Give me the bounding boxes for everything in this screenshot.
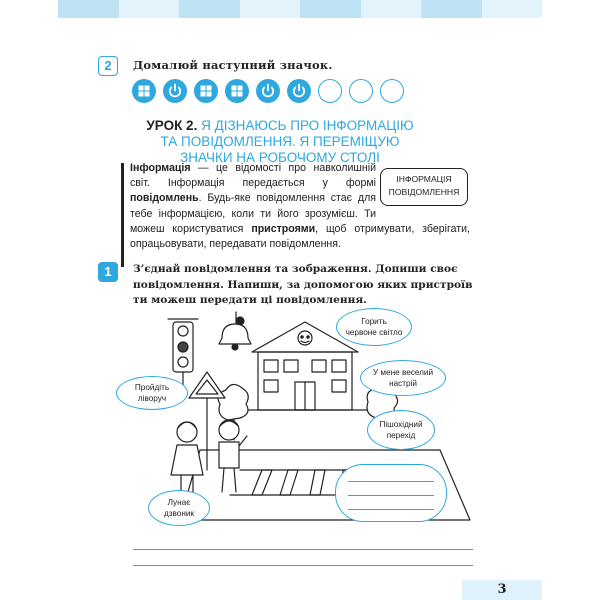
bubble-crossing-line-2: перехід bbox=[386, 431, 416, 440]
definition-part-1: — це відомості про навколишній світ. Інформація передається у формі bbox=[130, 162, 376, 190]
bubble-bell-line-1: Лунає bbox=[167, 498, 191, 507]
bubble-red-light[interactable] bbox=[336, 308, 412, 346]
children bbox=[171, 420, 247, 492]
school-bell bbox=[219, 312, 251, 350]
bubble-happy-line-1: У мене веселий bbox=[372, 368, 434, 377]
answer-line-1 bbox=[348, 481, 434, 482]
answer-line-2 bbox=[348, 495, 434, 496]
term-information: Інформація bbox=[130, 162, 191, 174]
definition-part-3: , щоб отримувати, зберігати, опрацьовувати, передавати повідомлення. bbox=[130, 222, 470, 251]
bubble-turn-left-line-1: Пройдіть bbox=[134, 383, 170, 392]
bubble-red-light-line-2: червоне світло bbox=[345, 328, 403, 337]
title-line-1: Я ДІЗНАЮСЬ ПРО ІНФОРМАЦІЮ bbox=[201, 118, 414, 133]
title-line-3: ЗНАЧКИ НА РОБОЧОМУ СТОЛІ bbox=[180, 150, 380, 165]
task-1-number: 1 bbox=[98, 262, 118, 282]
bubble-happy-line-2: настрій bbox=[389, 379, 417, 388]
page-number: 3 bbox=[462, 580, 542, 600]
bubble-happy-mood[interactable] bbox=[360, 360, 446, 396]
writing-line-1[interactable] bbox=[133, 549, 473, 550]
task-1-instruction: З’єднай повідомлення та зображення. Допиши своє повідомлення. Напиши, за допомогою яких пристроїв ти можеш передати ці повідомлення. bbox=[133, 263, 473, 306]
definition-part-2: . Будь-яке повідомлення стає для тебе інформацією, коли ти його зрозумієш. Ти можеш користуватися bbox=[130, 192, 376, 235]
bubble-red-light-line-1: Горить bbox=[361, 317, 387, 326]
term-messages: повідомлень bbox=[130, 192, 199, 205]
title-line-2: ТА ПОВІДОМЛЕННЯ. Я ПЕРЕМІЩУЮ bbox=[160, 134, 400, 149]
bubble-turn-left-line-2: ліворуч bbox=[137, 394, 167, 403]
bubble-turn-left[interactable] bbox=[116, 376, 188, 410]
bubble-crossing[interactable] bbox=[367, 410, 435, 450]
task-2-number: 2 bbox=[98, 56, 118, 76]
bubble-bell-line-2: дзвоник bbox=[163, 509, 195, 518]
answer-line-3 bbox=[348, 509, 434, 510]
lesson-label: УРОК 2. bbox=[146, 118, 198, 133]
own-message-answer-box[interactable] bbox=[335, 464, 447, 522]
keyword-message: ПОВІДОМЛЕННЯ bbox=[388, 187, 460, 197]
term-devices: пристроями bbox=[251, 222, 316, 235]
keyword-information: ІНФОРМАЦІЯ bbox=[396, 174, 452, 184]
writing-line-2[interactable] bbox=[133, 565, 473, 566]
task-2-instruction: Домалюй наступний значок. bbox=[133, 58, 333, 72]
bubble-bell-ringing[interactable] bbox=[148, 490, 210, 526]
bubble-crossing-line-1: Пішохідний bbox=[379, 420, 423, 429]
